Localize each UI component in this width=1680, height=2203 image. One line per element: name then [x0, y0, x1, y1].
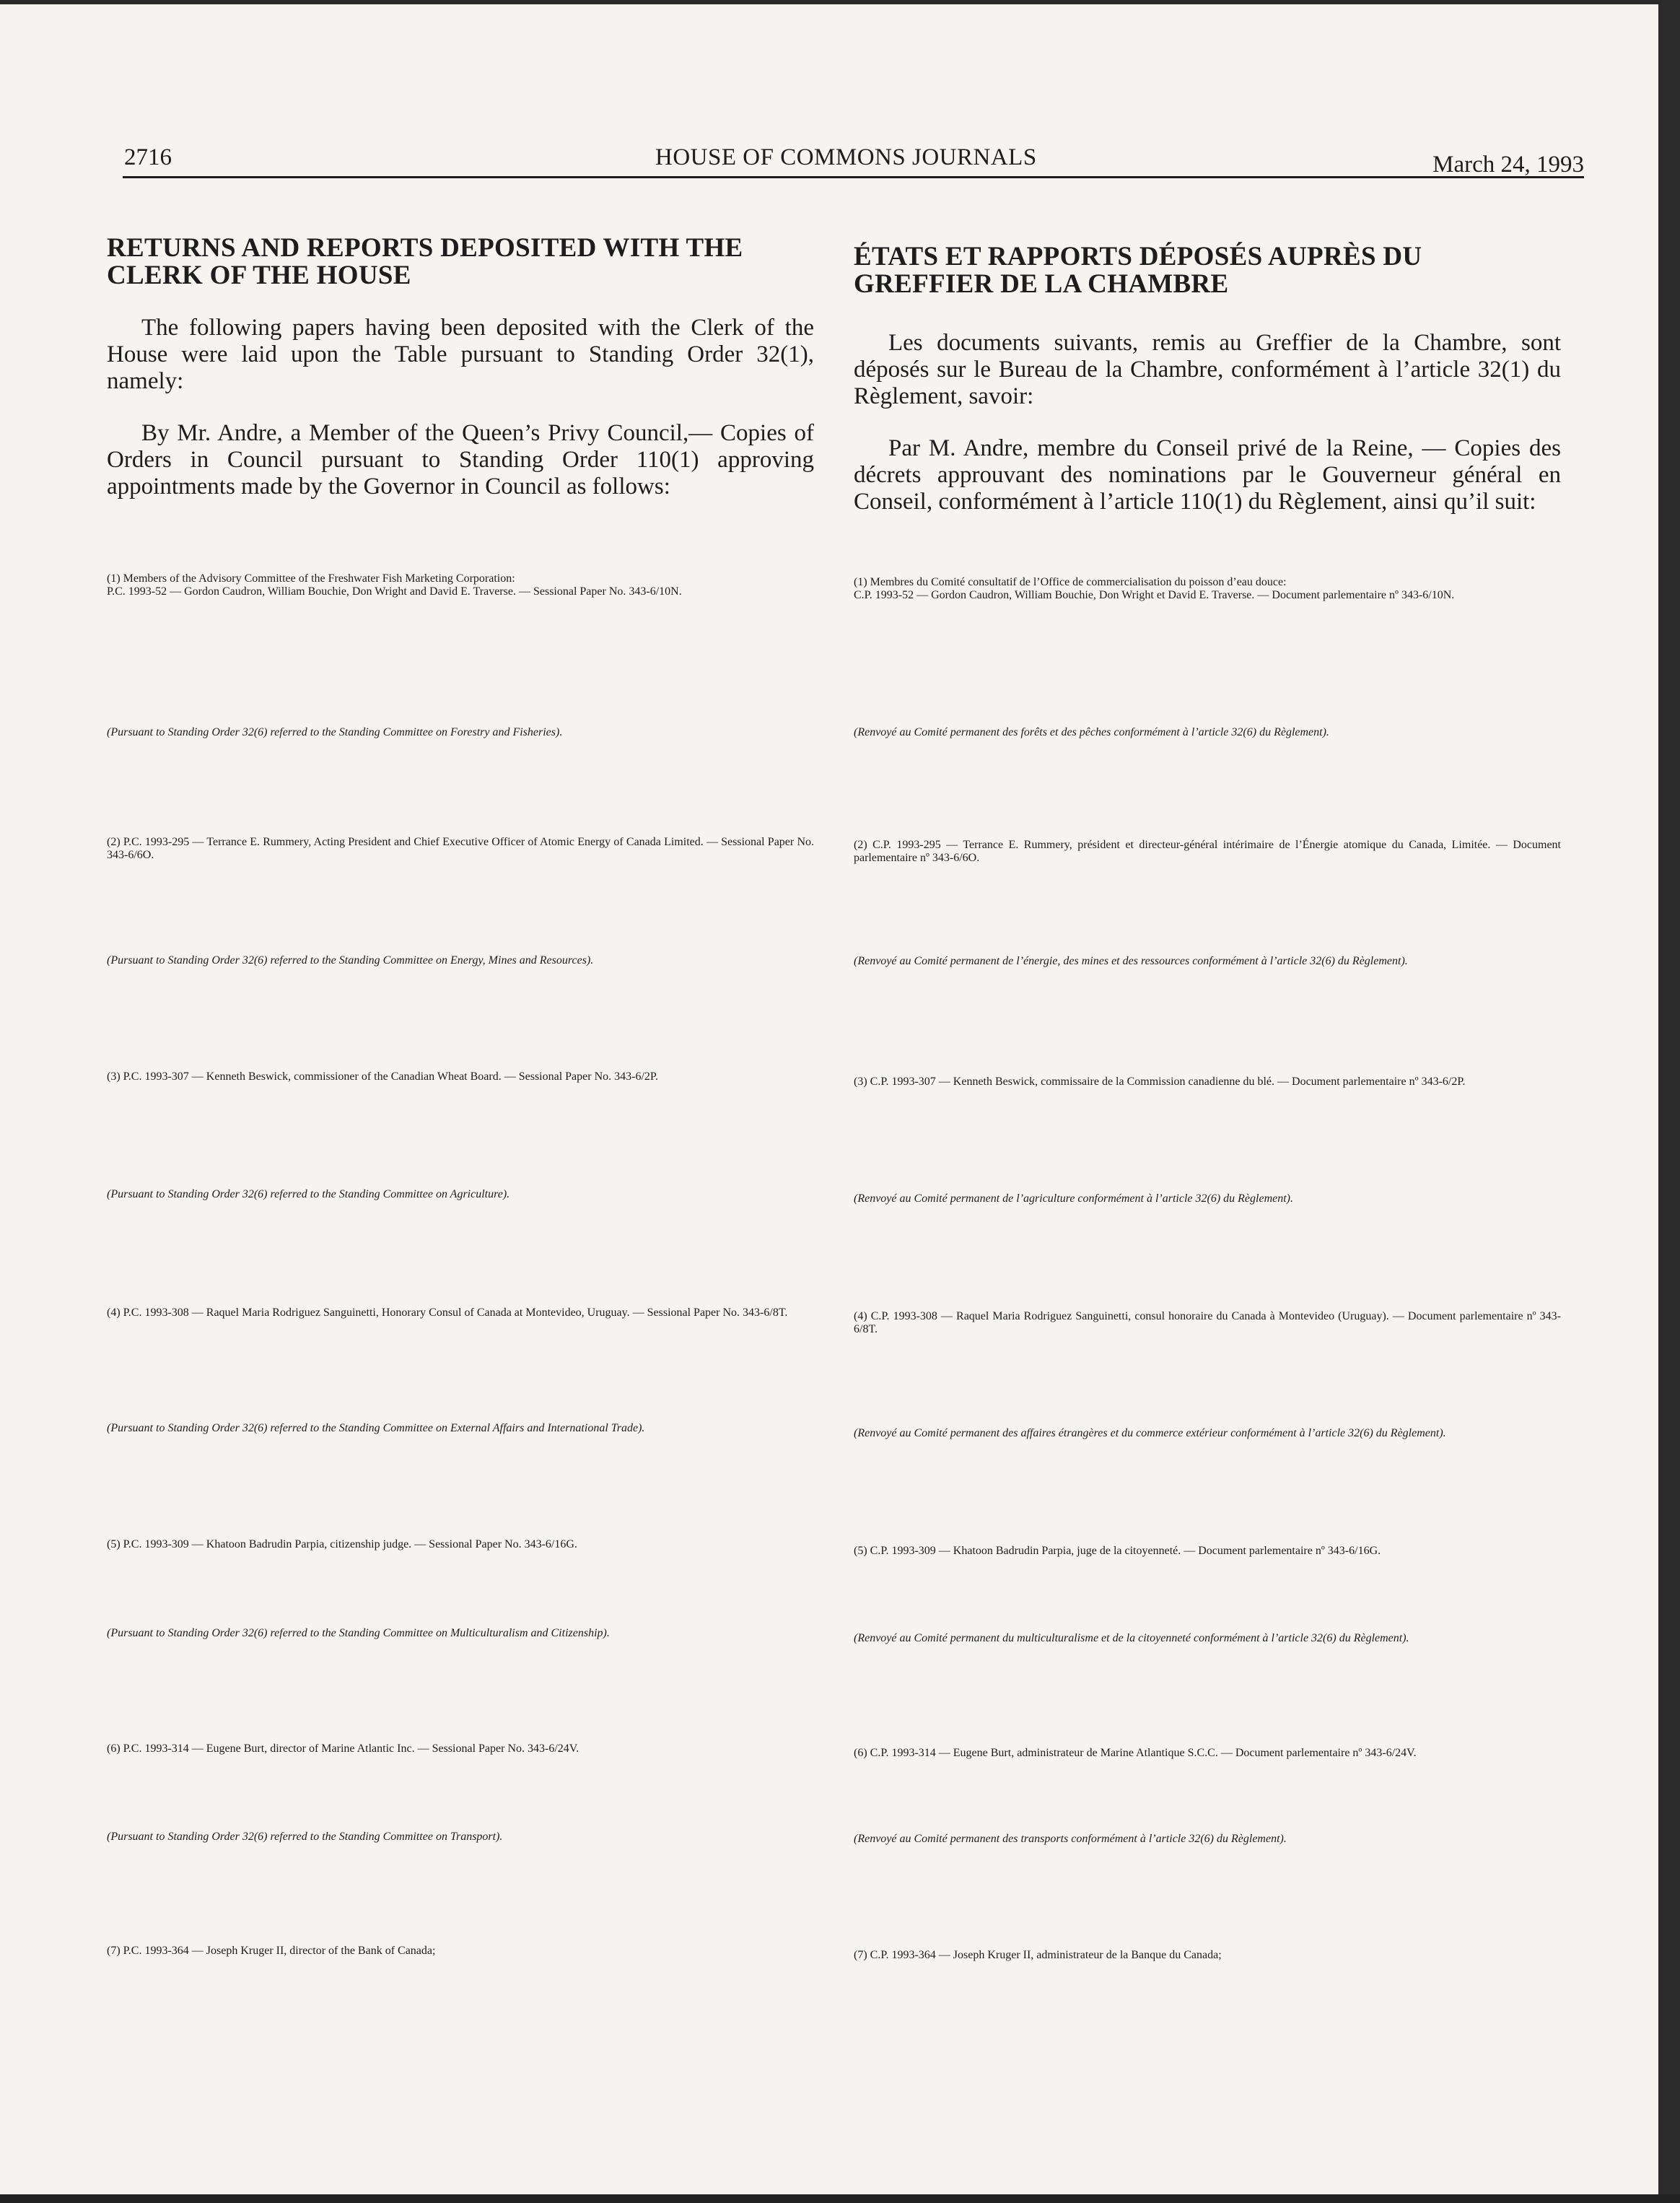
english-item-4: (4) P.C. 1993-308 — Raquel Maria Rodriguez Sanguinetti, Honorary Consul of Canada at Montevideo, Uruguay. — Sessional Paper No. 343-6/8T.: [107, 1306, 788, 1319]
english-intro: The following papers having been deposited with the Clerk of the House were laid upon the Table pursuant to Standing Order 32(1), namely:: [107, 315, 814, 394]
french-item-4-referral: (Renvoyé au Comité permanent des affaires étrangères et du commerce extérieur conformément à l’article 32(6) du Règlement).: [854, 1427, 1446, 1439]
english-item-2: (2) P.C. 1993-295 — Terrance E. Rummery, Acting President and Chief Executive Officer of Atomic Energy of Canada Limited. — Sessional Paper No. 343-6/6O.: [107, 836, 814, 861]
french-item-6: (6) C.P. 1993-314 — Eugene Burt, administrateur de Marine Atlantique S.C.C. — Document parlementaire nº 343-6/24V.: [854, 1747, 1417, 1759]
french-item-6-referral: (Renvoyé au Comité permanent des transports conformément à l’article 32(6) du Règlement).: [854, 1833, 1287, 1845]
scan-border-bottom: [0, 2194, 1680, 2203]
french-item-1-detail: C.P. 1993-52 — Gordon Caudron, William Bouchie, Don Wright et David E. Traverse. — Document parlementaire nº 343-6/10N.: [854, 589, 1455, 601]
french-item-3-referral: (Renvoyé au Comité permanent de l’agriculture conformément à l’article 32(6) du Règlement).: [854, 1192, 1294, 1205]
english-item-1-detail: P.C. 1993-52 — Gordon Caudron, William Bouchie, Don Wright and David E. Traverse. — Sessional Paper No. 343-6/10N.: [107, 585, 682, 598]
english-item-6-referral: (Pursuant to Standing Order 32(6) referred to the Standing Committee on Transport).: [107, 1831, 503, 1843]
scan-border-top: [0, 0, 1680, 4]
page-header: [123, 141, 1584, 178]
french-item-5: (5) C.P. 1993-309 — Khatoon Badrudin Parpia, juge de la citoyenneté. — Document parlementaire nº 343-6/16G.: [854, 1545, 1381, 1557]
english-column: [107, 235, 814, 500]
french-authority: Par M. Andre, membre du Conseil privé de la Reine, — Copies des décrets approuvant des nominations par le Gouverneur général en Conseil, conformément à l’article 110(1) du Règlement, ainsi qu’il suit:: [854, 435, 1561, 515]
french-intro: Les documents suivants, remis au Greffier de la Chambre, sont déposés sur le Bureau de la Chambre, conformément à l’article 32(1) du Règlement, savoir:: [854, 330, 1561, 409]
french-item-4: (4) C.P. 1993-308 — Raquel Maria Rodriguez Sanguinetti, consul honoraire du Canada à Montevideo (Uruguay). — Document parlementaire nº 343-6/8T.: [854, 1310, 1561, 1335]
french-item-7: (7) C.P. 1993-364 — Joseph Kruger II, administrateur de la Banque du Canada;: [854, 1949, 1222, 1961]
french-item-1: [854, 576, 1561, 602]
english-item-7: (7) P.C. 1993-364 — Joseph Kruger II, director of the Bank of Canada;: [107, 1945, 436, 1957]
journal-date: March 24, 1993: [1432, 152, 1584, 178]
french-item-5-referral: (Renvoyé au Comité permanent du multiculturalisme et de la citoyenneté conformément à l’article 32(6) du Règlement).: [854, 1632, 1409, 1644]
french-column: [854, 235, 1561, 515]
scan-border-right: [1658, 0, 1680, 2203]
english-item-3-referral: (Pursuant to Standing Order 32(6) referred to the Standing Committee on Agriculture).: [107, 1188, 510, 1200]
french-item-1-referral: (Renvoyé au Comité permanent des forêts et des pêches conformément à l’article 32(6) du Règlement).: [854, 726, 1329, 738]
english-item-4-referral: (Pursuant to Standing Order 32(6) referred to the Standing Committee on External Affairs and International Trade).: [107, 1422, 645, 1434]
english-item-5-referral: (Pursuant to Standing Order 32(6) referred to the Standing Committee on Multiculturalism and Citizenship).: [107, 1627, 610, 1639]
page-number: 2716: [124, 144, 172, 170]
english-authority: By Mr. Andre, a Member of the Queen’s Privy Council,— Copies of Orders in Council pursuant to Standing Order 110(1) approving appointments made by the Governor in Council as follows:: [107, 420, 814, 500]
french-item-2: (2) C.P. 1993-295 — Terrance E. Rummery, président et directeur-général intérimaire de l’Énergie atomique du Canada, Limitée. — Document parlementaire nº 343-6/6O.: [854, 839, 1561, 864]
english-item-1: [107, 572, 814, 598]
english-item-6: (6) P.C. 1993-314 — Eugene Burt, director of Marine Atlantic Inc. — Sessional Paper No. 343-6/24V.: [107, 1742, 579, 1755]
french-item-3: (3) C.P. 1993-307 — Kenneth Beswick, commissaire de la Commission canadienne du blé. — Document parlementaire nº 343-6/2P.: [854, 1076, 1466, 1088]
english-item-1-referral: (Pursuant to Standing Order 32(6) referred to the Standing Committee on Forestry and Fisheries).: [107, 726, 563, 738]
english-item-2-referral: (Pursuant to Standing Order 32(6) referred to the Standing Committee on Energy, Mines and Resources).: [107, 954, 594, 967]
french-item-1-text: (1) Membres du Comité consultatif de l’Office de commercialisation du poisson d’eau douce:: [854, 576, 1287, 588]
french-item-2-referral: (Renvoyé au Comité permanent de l’énergie, des mines et des ressources conformément à l’article 32(6) du Règlement).: [854, 955, 1408, 967]
english-item-1-text: (1) Members of the Advisory Committee of the Freshwater Fish Marketing Corporation:: [107, 572, 515, 585]
french-heading: ÉTATS ET RAPPORTS DÉPOSÉS AUPRÈS DU GREFFIER DE LA CHAMBRE: [854, 242, 1422, 299]
english-item-3: (3) P.C. 1993-307 — Kenneth Beswick, commissioner of the Canadian Wheat Board. — Sessional Paper No. 343-6/2P.: [107, 1070, 659, 1083]
english-heading: RETURNS AND REPORTS DEPOSITED WITH THE CLERK OF THE HOUSE: [107, 233, 743, 290]
english-item-5: (5) P.C. 1993-309 — Khatoon Badrudin Parpia, citizenship judge. — Sessional Paper No. 343-6/16G.: [107, 1538, 577, 1550]
journal-title: HOUSE OF COMMONS JOURNALS: [655, 144, 1037, 170]
